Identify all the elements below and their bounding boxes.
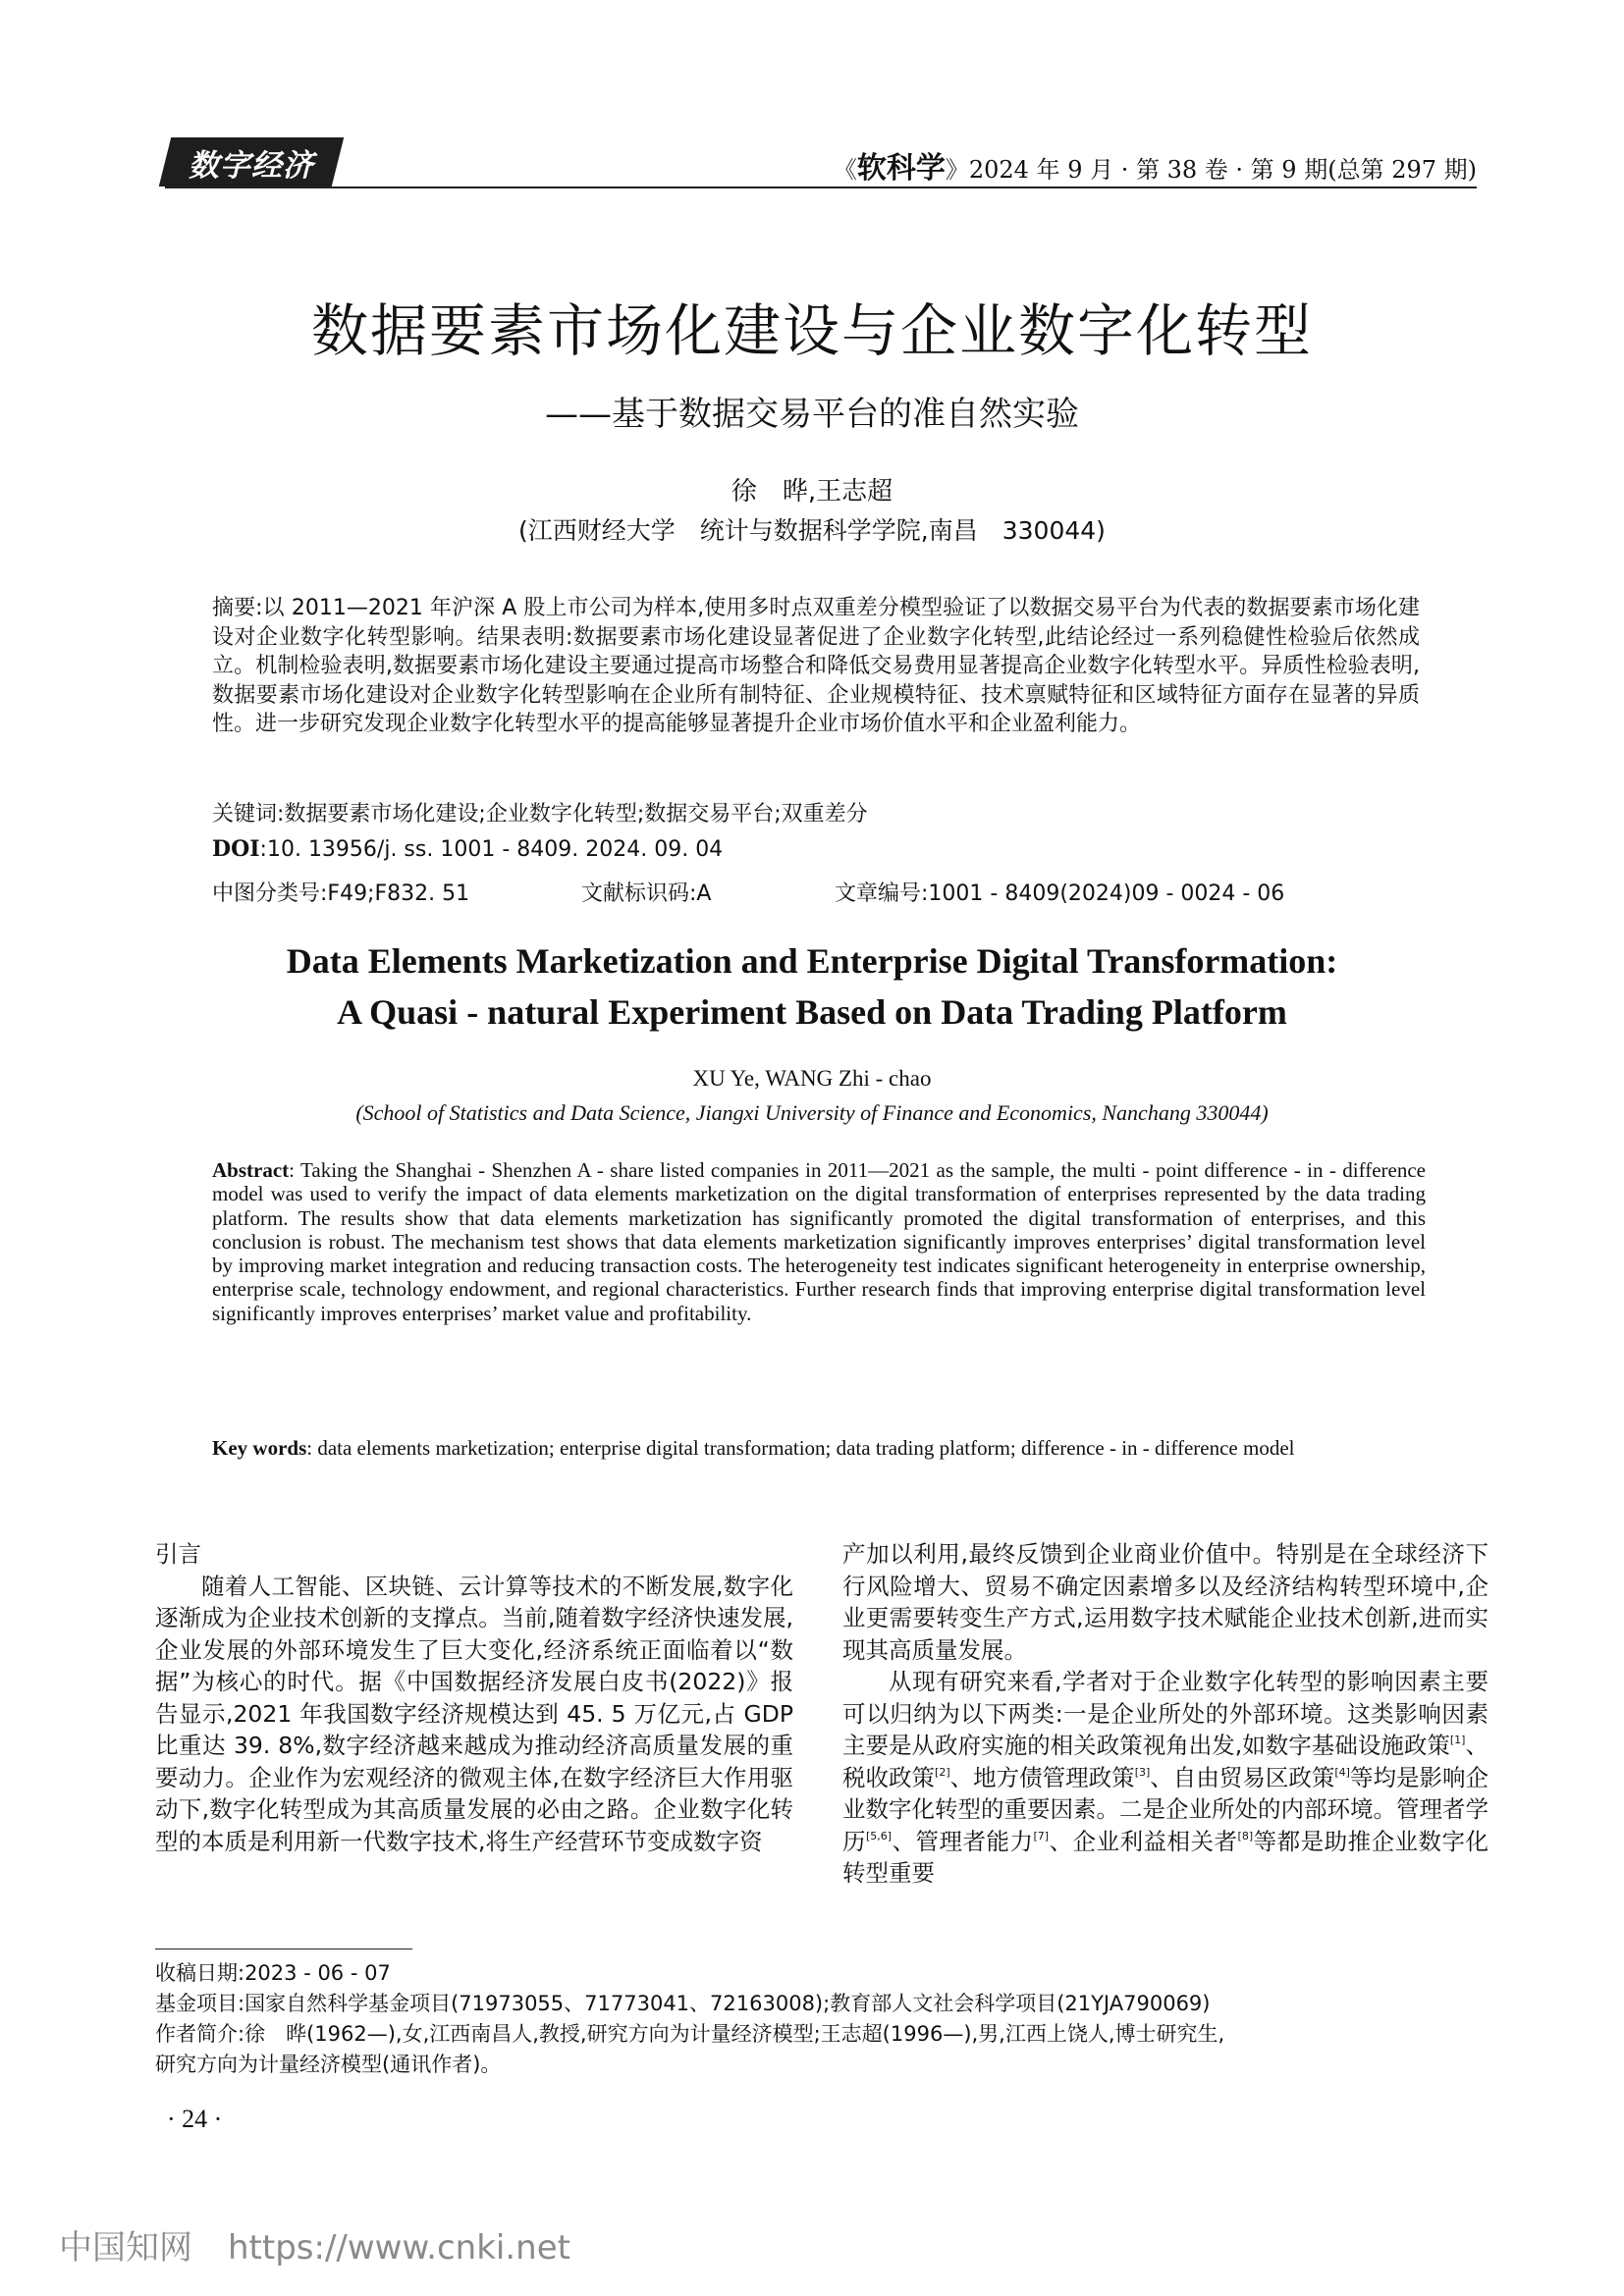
journal-name: 软科学 [856, 151, 946, 186]
chinese-authors: 徐 晔,王志超 [731, 477, 893, 507]
author-bio-line1: 作者简介:徐 晔(1962—),女,江西南昌人,教授,研究方向为计量经济模型;王志超(1996—),男,江西上饶人,博士研究生, [155, 2022, 1225, 2046]
body-text: 等均是影响企业数字化转型的重要因素。二是企业所处的内部环境。管理者学历 [842, 1763, 1489, 1855]
citation: [3] [1134, 1765, 1151, 1779]
body-paragraph [842, 1666, 1489, 1890]
english-title-line1: Data Elements Marketization and Enterprise Digital Transformation: [286, 941, 1338, 981]
body-text: 、税收政策 [842, 1732, 1489, 1791]
english-abstract-text: : Taking the Shanghai - Shenzhen A - share listed companies in 2011—2021 as the sample, the multi - point difference - in - difference model was used to verify the impact of data elements marketization on the digital transformation of enterprises represented by the data trading platform. The results show that data elements marketization has significantly promoted the digital transformation of enterprises, and this conclusion is robust. The mechanism test shows that data elements marketization significantly improves enterprises’ digital transformation level by improving market integration and reducing transaction costs. The heterogeneity test indicates significant heterogeneity in enterprise ownership, enterprise scale, technology endowment, and regional characteristics. Further research finds that improving enterprise digital transformation level significantly improves enterprises’ market value and profitability. [212, 1158, 1426, 1325]
document-code: 文献标识码:A [581, 881, 712, 906]
citation: [7] [1033, 1829, 1050, 1842]
watermark-url: https://www.cnki.net [228, 2228, 570, 2268]
chinese-abstract [212, 594, 1420, 739]
issue-info: 2024 年 9 月 · 第 38 卷 · 第 9 期(总第 297 期) [968, 156, 1477, 184]
english-keywords [212, 1435, 1426, 1461]
header-rule [165, 187, 1477, 188]
citation: [8] [1237, 1829, 1254, 1842]
clc-number: 中图分类号:F49;F832. 51 [212, 881, 470, 906]
doi-value: :10. 13956/j. ss. 1001 - 8409. 2024. 09. 04 [259, 837, 724, 862]
citation: [2] [935, 1765, 950, 1779]
citation: [4] [1334, 1765, 1350, 1779]
english-affiliation: (School of Statistics and Data Science, Jiangxi University of Finance and Economics, Nanchang 330044) [355, 1100, 1269, 1125]
body-paragraph: 产加以利用,最终反馈到企业商业价值中。特别是在全球经济下行风险增大、贸易不确定因素增多以及经济结构转型环境中,企业更需要转变生产方式,运用数字技术赋能企业技术创新,进而实现其高质量发展。 [842, 1540, 1489, 1664]
body-right-column [842, 1538, 1489, 1890]
abstract-label: 摘要: [212, 596, 263, 620]
chinese-subtitle: ——基于数据交易平台的准自然实验 [545, 395, 1079, 434]
fund-info: 基金项目:国家自然科学基金项目(71973055、71773041、72163008);教育部人文社会科学项目(21YJA790069) [155, 1992, 1211, 2015]
english-title-line2: A Quasi - natural Experiment Based on Data Trading Platform [337, 992, 1287, 1032]
cnki-watermark [59, 2220, 570, 2269]
body-text: 等都是助推企业数字化转型重要 [842, 1827, 1489, 1887]
english-keywords-label: Key words [212, 1436, 307, 1460]
article-number: 文章编号:1001 - 8409(2024)09 - 0024 - 06 [835, 881, 1285, 906]
doi-label: DOI [212, 836, 260, 862]
keywords-text: 数据要素市场化建设;企业数字化转型;数据交易平台;双重差分 [284, 802, 868, 827]
citation: [1] [1449, 1734, 1466, 1746]
chinese-keywords [212, 797, 868, 828]
section-tag [159, 137, 344, 187]
doi-line [212, 836, 723, 862]
body-text: 、管理者能力 [892, 1827, 1034, 1855]
body-text: 、自由贸易区政策 [1150, 1763, 1335, 1791]
journal-bracket-open: 《 [833, 156, 857, 184]
footnotes [155, 1958, 1489, 2080]
abstract-text: 以 2011—2021 年沪深 A 股上市公司为样本,使用多时点双重差分模型验证了以数据交易平台为代表的数据要素市场化建设对企业数字化转型影响。结果表明:数据要素市场化建设显著促进了企业数字化转型,此结论经过一系列稳健性检验后依然成立。机制检验表明,数据要素市场化建设主要通过提高市场整合和降低交易费用显著提高企业数字化转型水平。异质性检验表明,数据要素市场化建设对企业数字化转型影响在企业所有制特征、企业规模特征、技术禀赋特征和区域特征方面存在显著的异质性。进一步研究发现企业数字化转型水平的提高能够显著提升企业市场价值水平和企业盈利能力。 [212, 596, 1420, 736]
english-keywords-text: : data elements marketization; enterprise digital transformation; data trading platform; difference - in - difference model [306, 1436, 1295, 1460]
body-text: 从现有研究来看,学者对于企业数字化转型的影响因素主要可以归纳为以下两类:一是企业所处的外部环境。这类影响因素主要是从政府实施的相关政策视角出发,如数字基础设施政策 [842, 1668, 1489, 1759]
section-heading: 引言 [155, 1540, 201, 1568]
body-paragraph: 随着人工智能、区块链、云计算等技术的不断发展,数字化逐渐成为企业技术创新的支撑点。当前,随着数字经济快速发展,企业发展的外部环境发生了巨大变化,经济系统正面临着以“数据”为核心的时代。据《中国数据经济发展白皮书(2022)》报告显示,2021 年我国数字经济规模达到 45. 5 万亿元,占 GDP 比重达 39. 8%,数字经济越来越成为推动经济高质量发展的重要动力。企业作为宏观经济的微观主体,在数字经济巨大作用驱动下,数字化转型成为其高质量发展的必由之路。企业数字化转型的本质是利用新一代数字技术,将生产经营环节变成数字资 [155, 1572, 793, 1855]
chinese-title: 数据要素市场化建设与企业数字化转型 [310, 297, 1313, 364]
citation: [5,6] [866, 1829, 893, 1842]
watermark-site-name: 中国知网 [59, 2228, 192, 2268]
page-number: · 24 · [167, 2105, 223, 2133]
journal-bracket-close: 》 [945, 156, 969, 184]
body-left-column [155, 1538, 793, 1857]
section-tag-label: 数字经济 [189, 147, 314, 184]
english-authors: XU Ye, WANG Zhi - chao [692, 1066, 932, 1091]
received-date: 收稿日期:2023 - 06 - 07 [155, 1961, 391, 1985]
body-text: 、地方债管理政策 [949, 1763, 1135, 1791]
english-abstract [212, 1158, 1426, 1325]
chinese-affiliation: (江西财经大学 统计与数据科学学院,南昌 330044) [518, 516, 1106, 545]
body-text: 、企业利益相关者 [1049, 1827, 1238, 1855]
journal-issue-line [834, 143, 1477, 187]
english-abstract-label: Abstract [212, 1158, 290, 1182]
keywords-label: 关键词: [212, 802, 285, 827]
author-bio-line2: 研究方向为计量经济模型(通讯作者)。 [155, 2053, 502, 2076]
